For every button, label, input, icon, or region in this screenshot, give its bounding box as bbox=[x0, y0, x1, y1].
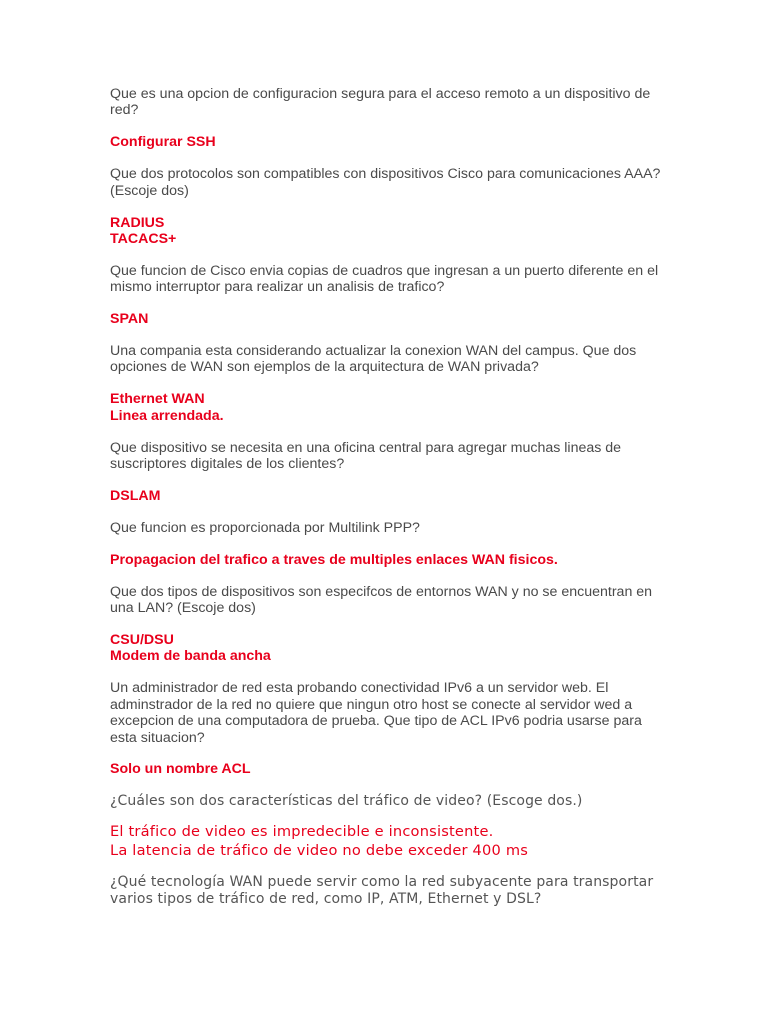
answer-text bbox=[110, 391, 670, 424]
question-text: Que dos tipos de dispositivos son especifcos de entornos WAN y no se encuentran en una LAN? (Escoje dos) bbox=[110, 583, 653, 617]
answer-line: Solo un nombre ACL bbox=[110, 761, 251, 778]
answer-text bbox=[110, 488, 670, 504]
answer-text bbox=[110, 311, 670, 327]
answer-line: Linea arrendada. bbox=[110, 407, 224, 424]
question-text: Un administrador de red esta probando conectividad IPv6 a un servidor web. El adminstrador de la red no quiere que ningun otro host se conecte al servidor wed a excepcion de una computadora de prueba. Que tipo de ACL IPv6 podria usarse para esta situacion? bbox=[110, 680, 642, 746]
question-text: Que dispositivo se necesita en una oficina central para agregar muchas lineas de suscriptores digitales de los clientes? bbox=[110, 439, 622, 473]
answer-line: El tráfico de video es impredecible e inconsistente. bbox=[110, 823, 494, 841]
answer-line: SPAN bbox=[110, 311, 149, 328]
document-page bbox=[110, 86, 670, 921]
question-text: ¿Cuáles son dos características del tráfico de video? (Escoge dos.) bbox=[110, 793, 583, 810]
answer-text bbox=[110, 552, 670, 568]
answer-line: Propagacion del trafico a traves de multiples enlaces WAN fisicos. bbox=[110, 551, 558, 568]
question-text: Que funcion es proporcionada por Multilink PPP? bbox=[110, 519, 420, 536]
answer-line: Ethernet WAN bbox=[110, 391, 205, 408]
answer-line: La latencia de tráfico de video no debe exceder 400 ms bbox=[110, 841, 529, 859]
question-text: ¿Qué tecnología WAN puede servir como la red subyacente para transportar varios tipos de tráfico de red, como IP, ATM, Ethernet y DSL? bbox=[110, 874, 654, 907]
answer-line: Modem de banda ancha bbox=[110, 648, 271, 665]
answer-line: CSU/DSU bbox=[110, 632, 174, 649]
answer-text bbox=[110, 215, 670, 248]
answer-text bbox=[110, 134, 670, 150]
answer-line: Configurar SSH bbox=[110, 134, 216, 151]
answer-line: DSLAM bbox=[110, 488, 161, 504]
question-text: Que funcion de Cisco envia copias de cuadros que ingresan a un puerto diferente en el mismo interruptor para realizar un analisis de trafico? bbox=[110, 262, 659, 296]
question-text: Que dos protocolos son compatibles con dispositivos Cisco para comunicaciones AAA? (Escoje dos) bbox=[110, 166, 661, 199]
question-text: Que es una opcion de configuracion segura para el acceso remoto a un dispositivo de red? bbox=[110, 86, 651, 119]
answer-line: RADIUS bbox=[110, 214, 165, 231]
answer-text bbox=[110, 632, 670, 665]
answer-line: TACACS+ bbox=[110, 230, 177, 247]
question-text: Una compania esta considerando actualizar la conexion WAN del campus. Que dos opciones de WAN son ejemplos de la arquitectura de WAN privada? bbox=[110, 343, 637, 376]
answer-text bbox=[110, 823, 670, 860]
answer-text bbox=[110, 761, 670, 777]
